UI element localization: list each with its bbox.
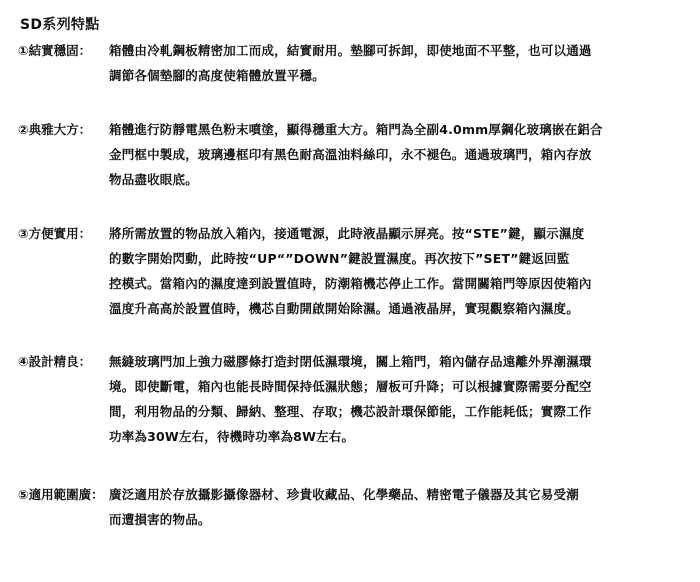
description-line: 箱體進行防靜電黑色粉末噴塗，顯得穩重大方。箱門為全副4.0mm厚鋼化玻璃嵌在鋁合 xyxy=(109,122,603,137)
feature-description xyxy=(109,38,688,88)
description-line: 無縫玻璃門加上強力磁膠條打造封閉低濕環境，關上箱門，箱內儲存品遠離外界潮濕環 xyxy=(109,354,592,369)
feature-sturdy xyxy=(18,38,688,88)
feature-label: ⑤適用範圍廣： xyxy=(18,487,104,502)
description-line: 功率為30W左右，待機時功率為8W左右。 xyxy=(109,429,355,444)
description-line: 溫度升高高於設置值時，機芯自動開啟開始除濕。通過液晶屏，實現觀察箱內濕度。 xyxy=(109,301,579,316)
description-line: 將所需放置的物品放入箱內，接通電源，此時液晶顯示屏亮。按“STE”鍵，顯示濕度 xyxy=(109,226,585,241)
feature-label: ②典雅大方： xyxy=(18,122,92,137)
description-line: 調節各個墊腳的高度使箱體放置平穩。 xyxy=(109,68,325,83)
feature-description xyxy=(109,482,688,532)
page-title: SD系列特點 xyxy=(20,17,100,33)
description-line: 金門框中製成，玻璃邊框印有黑色耐高溫油料絲印，永不褪色。通過玻璃門，箱內存放 xyxy=(109,147,592,162)
feature-label: ③方便實用： xyxy=(18,226,92,241)
description-line: 間，利用物品的分類、歸納、整理、存取；機芯設計環保節能，工作能耗低；實際工作 xyxy=(109,404,592,419)
feature-applications xyxy=(18,482,688,532)
description-line: 箱體由冷軋鋼板精密加工而成，結實耐用。墊腳可拆卸，即使地面不平整，也可以通過 xyxy=(109,43,592,58)
description-line: 控模式。當箱內的濕度達到設置值時，防潮箱機芯停止工作。當開關箱門等原因使箱內 xyxy=(109,276,592,291)
feature-practical xyxy=(18,221,688,321)
feature-description xyxy=(109,221,688,321)
feature-label: ④設計精良： xyxy=(18,354,92,369)
description-line: 而遭損害的物品。 xyxy=(109,512,211,527)
description-line: 境。即使斷電，箱內也能長時間保持低濕狀態；層板可升降；可以根據實際需要分配空 xyxy=(109,379,592,394)
feature-label: ①結實穩固： xyxy=(18,43,92,58)
feature-description xyxy=(109,349,688,449)
description-line: 的數字開始閃動，此時按“UP“”DOWN”鍵設置濕度。再次按下”SET”鍵返回監 xyxy=(109,251,570,266)
feature-description xyxy=(109,117,688,192)
feature-design xyxy=(18,349,688,449)
feature-elegant xyxy=(18,117,688,192)
description-line: 物品盡收眼底。 xyxy=(109,172,198,187)
description-line: 廣泛適用於存放攝影攝像器材、珍貴收藏品、化學藥品、精密電子儀器及其它易受潮 xyxy=(109,487,579,502)
